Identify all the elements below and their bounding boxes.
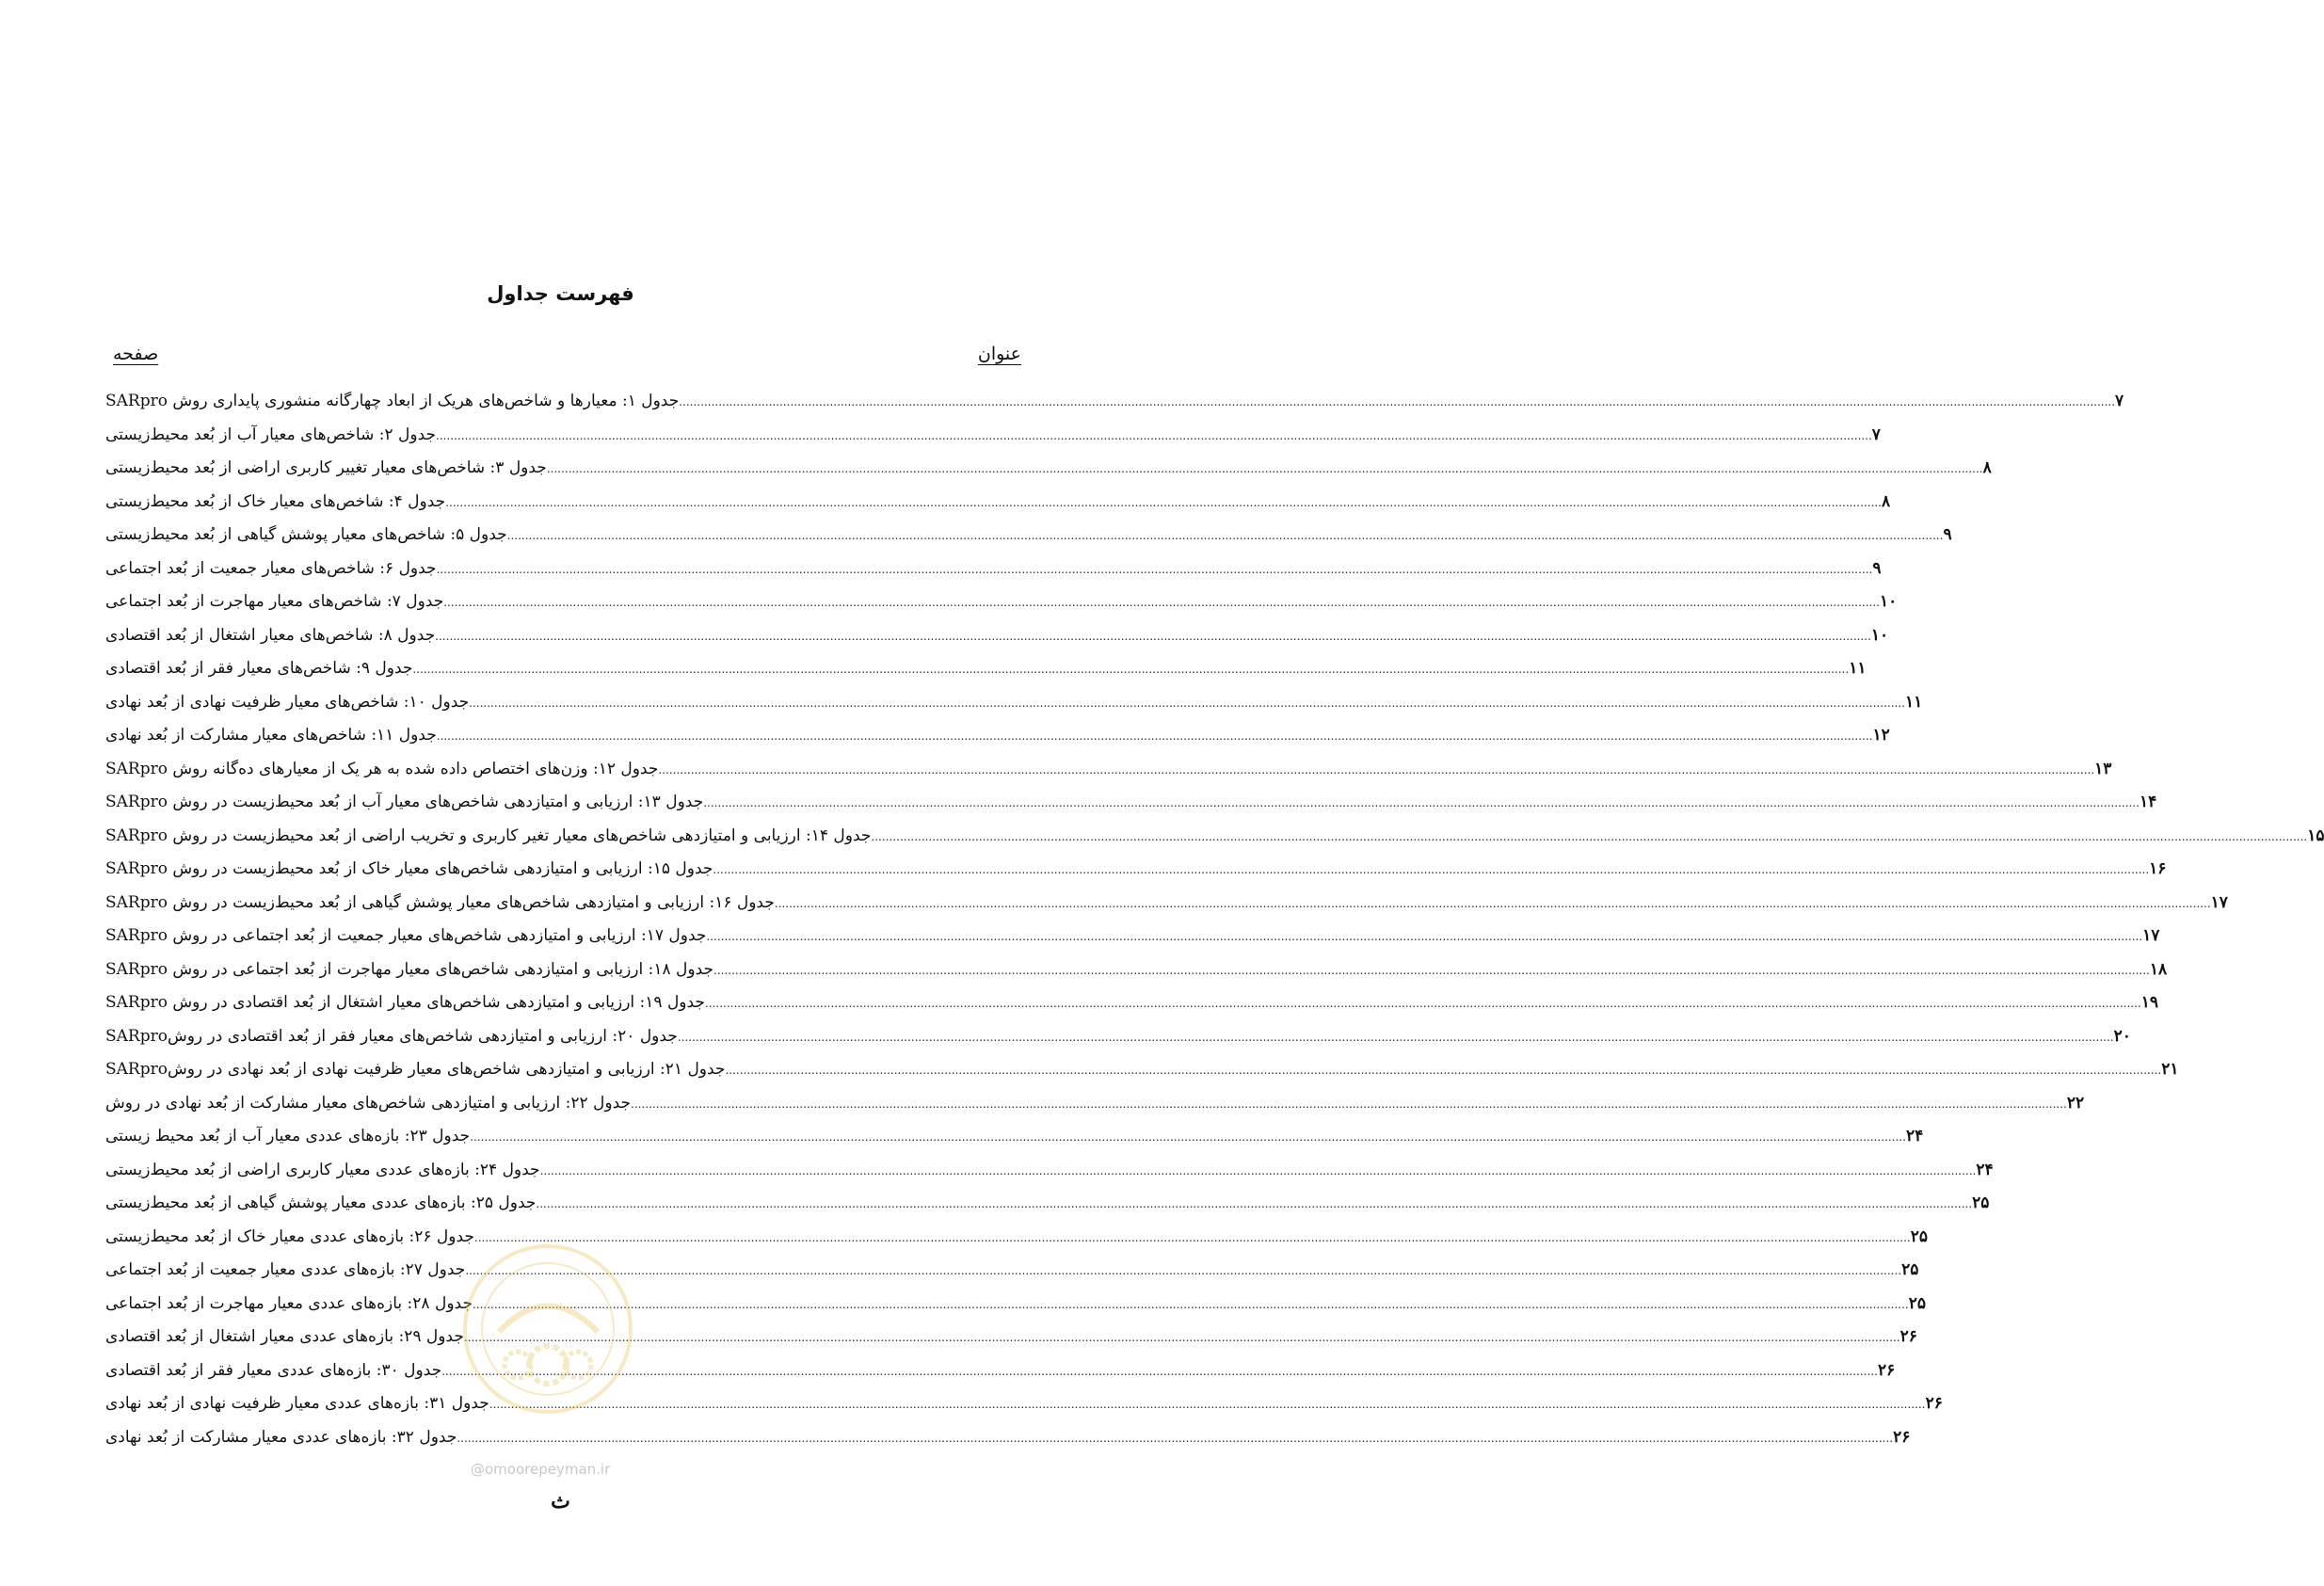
toc-entry-page: ۲۲ — [2066, 1093, 2085, 1113]
toc-entry[interactable] — [105, 519, 1952, 553]
toc-entry-page: ۷ — [2115, 392, 2124, 410]
toc-entry[interactable] — [105, 887, 2228, 921]
page-number: ث — [551, 1489, 570, 1514]
toc-entry-title: جدول ۱: معیارها و شاخص‌های هریک از ابعاد چهارگانه منشوری پایداری روش SARpro — [105, 392, 680, 410]
dot-leader: ................................................................................................................................................................................................................................................................................................................................................................................................................ — [465, 1264, 1902, 1277]
toc-entry-page: ۱۵ — [2307, 825, 2324, 845]
toc-entry[interactable] — [105, 820, 2324, 854]
toc-entry-page: ۹ — [1943, 525, 1952, 544]
toc-entry-title: جدول ۲۷: بازه‌های عددی معیار جمعیت از بُعد اجتماعی — [105, 1260, 466, 1279]
dot-leader: ................................................................................................................................................................................................................................................................................................................................................................................................................ — [412, 663, 1850, 676]
toc-entry-page: ۱۳ — [2094, 759, 2112, 778]
toc-entry-title: جدول ۳۱: بازه‌های عددی معیار ظرفیت نهادی از بُعد نهادی — [105, 1394, 489, 1413]
toc-entry[interactable] — [105, 986, 2158, 1020]
toc-entry-title: جدول ۲: شاخص‌های معیار آب از بُعد محیط‌زیستی — [105, 425, 437, 444]
watermark-url: @omoorepeyman.ir — [471, 1461, 611, 1478]
toc-entry-page: ۸ — [1881, 491, 1891, 511]
toc-entry[interactable] — [105, 853, 2167, 887]
dot-leader: ................................................................................................................................................................................................................................................................................................................................................................................................................ — [536, 1197, 1973, 1210]
toc-entry-title: جدول ۶: شاخص‌های معیار جمعیت از بُعد اجتماعی — [105, 558, 437, 578]
toc-entry[interactable] — [105, 1421, 1911, 1455]
toc-entry-title: جدول ۱۰: شاخص‌های معیار ظرفیت نهادی از بُعد نهادی — [105, 692, 470, 712]
dot-leader: ................................................................................................................................................................................................................................................................................................................................................................................................................ — [469, 696, 1905, 710]
toc-entry-title: جدول ۱۵: ارزیابی و امتیازدهی شاخص‌های معیار خاک از بُعد محیط‌زیست در روش SARpro — [105, 859, 713, 878]
publisher-seal-watermark — [461, 1242, 635, 1417]
toc-entry[interactable] — [105, 585, 1898, 619]
dot-leader: ................................................................................................................................................................................................................................................................................................................................................................................................................ — [539, 1163, 1977, 1177]
toc-entry-title: جدول ۱۳: ارزیابی و امتیازدهی شاخص‌های معیار آب از بُعد محیط‌زیست در روش SARpro — [105, 793, 704, 811]
toc-entry[interactable] — [105, 553, 1882, 586]
toc-entry-page: ۱۴ — [2140, 793, 2157, 811]
toc-entry-title: جدول ۱۹: ارزیابی و امتیازدهی شاخص‌های معیار اشتغال از بُعد اقتصادی در روش SARpro — [105, 993, 705, 1012]
toc-entry[interactable] — [105, 452, 1992, 486]
toc-entry-page: ۲۰ — [2113, 1026, 2131, 1046]
toc-entry[interactable] — [105, 719, 1890, 753]
toc-entry[interactable] — [105, 1187, 1990, 1221]
toc-entry-page: ۲۶ — [1899, 1327, 1917, 1346]
toc-entry-title: جدول ۲۲: ارزیابی و امتیازدهی شاخص‌های معیار مشارکت از بُعد نهادی در روش — [105, 1093, 632, 1113]
dot-leader: ................................................................................................................................................................................................................................................................................................................................................................................................................ — [704, 997, 2141, 1010]
toc-entry-title: جدول ۵: شاخص‌های معیار پوشش گیاهی از بُعد محیط‌زیستی — [105, 525, 507, 544]
toc-entry-title: جدول ۲۸: بازه‌های عددی معیار مهاجرت از بُعد اجتماعی — [105, 1293, 473, 1313]
toc-entry-page: ۲۵ — [1972, 1194, 1990, 1212]
dot-leader: ................................................................................................................................................................................................................................................................................................................................................................................................................ — [631, 1097, 2067, 1111]
toc-entry-page: ۱۰ — [1880, 592, 1898, 611]
toc-entry-page: ۲۵ — [1908, 1293, 1927, 1313]
toc-entry-title: جدول ۲۳: بازه‌های عددی معیار آب از بُعد محیط زیستی — [105, 1127, 471, 1145]
dot-leader: ................................................................................................................................................................................................................................................................................................................................................................................................................ — [706, 930, 2143, 943]
toc-entry[interactable] — [105, 753, 2112, 787]
dot-leader: ................................................................................................................................................................................................................................................................................................................................................................................................................ — [473, 1230, 1911, 1244]
toc-entry-page: ۹ — [1872, 558, 1882, 578]
toc-entry-page: ۲۴ — [1905, 1127, 1924, 1145]
dot-leader: ................................................................................................................................................................................................................................................................................................................................................................................................................ — [436, 562, 1873, 576]
toc-entry-title: جدول ۲۰: ارزیابی و امتیازدهی شاخص‌های معیار فقر از بُعد اقتصادی در روشSARpro — [105, 1026, 678, 1046]
dot-leader: ................................................................................................................................................................................................................................................................................................................................................................................................................ — [436, 729, 1873, 743]
toc-entry-page: ۱۸ — [2149, 959, 2168, 979]
dot-leader: ................................................................................................................................................................................................................................................................................................................................................................................................................ — [457, 1431, 1894, 1445]
dot-leader: ................................................................................................................................................................................................................................................................................................................................................................................................................ — [713, 963, 2150, 977]
toc-entry-page: ۸ — [1982, 458, 1992, 477]
toc-entry-page: ۲۵ — [1910, 1226, 1928, 1246]
toc-entry[interactable] — [105, 385, 2124, 419]
toc-entry-title: جدول ۴: شاخص‌های معیار خاک از بُعد محیط‌زیستی — [105, 491, 446, 511]
toc-entry[interactable] — [105, 1120, 1924, 1154]
toc-entry-page: ۲۴ — [1976, 1160, 1994, 1179]
toc-entry-title: جدول ۲۹: بازه‌های عددی معیار اشتغال از بُعد اقتصادی — [105, 1327, 464, 1346]
dot-leader: ................................................................................................................................................................................................................................................................................................................................................................................................................ — [435, 629, 1871, 643]
toc-entry[interactable] — [105, 1154, 1994, 1188]
toc-entry-title: جدول ۱۴: ارزیابی و امتیازدهی شاخص‌های معیار تغیر کاربری و تخریب اراضی از بُعد محیط‌زیست در روش SARpro — [105, 825, 872, 845]
dot-leader: ................................................................................................................................................................................................................................................................................................................................................................................................................ — [489, 1398, 1926, 1411]
toc-entry-page: ۲۶ — [1893, 1427, 1911, 1447]
toc-entry-title: جدول ۱۷: ارزیابی و امتیازدهی شاخص‌های معیار جمعیت از بُعد اجتماعی در روش SARpro — [105, 926, 707, 945]
toc-entry-title: جدول ۳: شاخص‌های معیار تغییر کاربری اراضی از بُعد محیط‌زیستی — [105, 458, 547, 477]
toc-entry-title: جدول ۱۸: ارزیابی و امتیازدهی شاخص‌های معیار مهاجرت از بُعد اجتماعی در روش SARpro — [105, 959, 714, 979]
toc-entry[interactable] — [105, 619, 1889, 653]
page-title: فهرست جداول — [487, 282, 634, 305]
dot-leader: ................................................................................................................................................................................................................................................................................................................................................................................................................ — [679, 395, 2116, 409]
toc-entry[interactable] — [105, 786, 2157, 820]
toc-entry[interactable] — [105, 652, 1867, 686]
toc-entry-page: ۱۱ — [1849, 659, 1867, 678]
dot-leader: ................................................................................................................................................................................................................................................................................................................................................................................................................ — [725, 1064, 2162, 1077]
toc-entry-title: جدول ۳۲: بازه‌های عددی معیار مشارکت از بُعد نهادی — [105, 1427, 457, 1447]
toc-entry-page: ۲۵ — [1901, 1260, 1919, 1279]
toc-entry-page: ۱۷ — [2142, 926, 2160, 945]
dot-leader: ................................................................................................................................................................................................................................................................................................................................................................................................................ — [677, 1030, 2114, 1044]
toc-entry-title: جدول ۱۲: وزن‌های اختصاص داده شده به هر یک از معیارهای ده‌گانه روش SARpro — [105, 759, 659, 778]
title-column-header: عنوان — [977, 344, 1021, 364]
toc-entry[interactable] — [105, 486, 1891, 520]
toc-entry[interactable] — [105, 419, 1881, 453]
toc-entry[interactable] — [105, 686, 1923, 720]
toc-entry[interactable] — [105, 920, 2160, 953]
toc-entry-page: ۷ — [1871, 425, 1881, 444]
toc-entry-title: جدول ۱۶: ارزیابی و امتیازدهی شاخص‌های معیار پوشش گیاهی از بُعد محیط‌زیست در روش SARpro — [105, 892, 775, 912]
dot-leader: ................................................................................................................................................................................................................................................................................................................................................................................................................ — [658, 762, 2095, 777]
toc-entry-page: ۲۶ — [1925, 1394, 1943, 1413]
dot-leader: ................................................................................................................................................................................................................................................................................................................................................................................................................ — [445, 495, 1882, 509]
dot-leader: ................................................................................................................................................................................................................................................................................................................................................................................................................ — [506, 529, 1944, 542]
toc-entry-title: جدول ۱۱: شاخص‌های معیار مشارکت از بُعد نهادی — [105, 726, 437, 745]
toc-entry-page: ۲۱ — [2161, 1060, 2179, 1079]
dot-leader: ................................................................................................................................................................................................................................................................................................................................................................................................................ — [871, 829, 2308, 843]
toc-entry-page: ۱۶ — [2149, 859, 2167, 878]
dot-leader: ................................................................................................................................................................................................................................................................................................................................................................................................................ — [463, 1331, 1900, 1344]
toc-entry-page: ۲۶ — [1877, 1360, 1896, 1380]
toc-entry-title: جدول ۲۴: بازه‌های عددی معیار کاربری اراضی از بُعد محیط‌زیستی — [105, 1160, 540, 1179]
toc-entry[interactable] — [105, 1053, 2179, 1087]
dot-leader: ................................................................................................................................................................................................................................................................................................................................................................................................................ — [713, 863, 2150, 876]
toc-entry-title: جدول ۲۶: بازه‌های عددی معیار خاک از بُعد محیط‌زیستی — [105, 1226, 474, 1246]
toc-entry-title: جدول ۲۵: بازه‌های عددی معیار پوشش گیاهی از بُعد محیط‌زیستی — [105, 1194, 537, 1212]
page-column-header: صفحه — [113, 344, 159, 364]
toc-entry-page: ۱۷ — [2210, 892, 2228, 912]
toc-entry-title: جدول ۲۱: ارزیابی و امتیازدهی شاخص‌های معیار ظرفیت نهادی از بُعد نهادی در روشSARpro — [105, 1060, 726, 1079]
toc-entry-title: جدول ۷: شاخص‌های معیار مهاجرت از بُعد اجتماعی — [105, 592, 444, 611]
toc-entry[interactable] — [105, 1087, 2085, 1121]
dot-leader: ................................................................................................................................................................................................................................................................................................................................................................................................................ — [443, 596, 1880, 609]
dot-leader: ................................................................................................................................................................................................................................................................................................................................................................................................................ — [472, 1297, 1909, 1311]
dot-leader: ................................................................................................................................................................................................................................................................................................................................................................................................................ — [470, 1130, 1906, 1144]
toc-entry-title: جدول ۹: شاخص‌های معیار فقر از بُعد اقتصادی — [105, 659, 413, 678]
toc-entry-page: ۱۱ — [1904, 692, 1923, 712]
dot-leader: ................................................................................................................................................................................................................................................................................................................................................................................................................ — [441, 1364, 1878, 1378]
dot-leader: ................................................................................................................................................................................................................................................................................................................................................................................................................ — [774, 896, 2211, 910]
dot-leader: ................................................................................................................................................................................................................................................................................................................................................................................................................ — [436, 428, 1872, 442]
toc-entry-title: جدول ۸: شاخص‌های معیار اشتغال از بُعد اقتصادی — [105, 625, 436, 645]
toc-entry-title: جدول ۳۰: بازه‌های عددی معیار فقر از بُعد اقتصادی — [105, 1360, 442, 1380]
dot-leader: ................................................................................................................................................................................................................................................................................................................................................................................................................ — [703, 796, 2140, 809]
toc-entry-page: ۱۹ — [2140, 993, 2158, 1012]
toc-entry[interactable] — [105, 1020, 2131, 1054]
toc-entry-page: ۱۲ — [1872, 726, 1890, 745]
dot-leader: ................................................................................................................................................................................................................................................................................................................................................................................................................ — [546, 462, 1983, 475]
toc-entry[interactable] — [105, 953, 2168, 987]
toc-entry-page: ۱۰ — [1870, 625, 1889, 645]
